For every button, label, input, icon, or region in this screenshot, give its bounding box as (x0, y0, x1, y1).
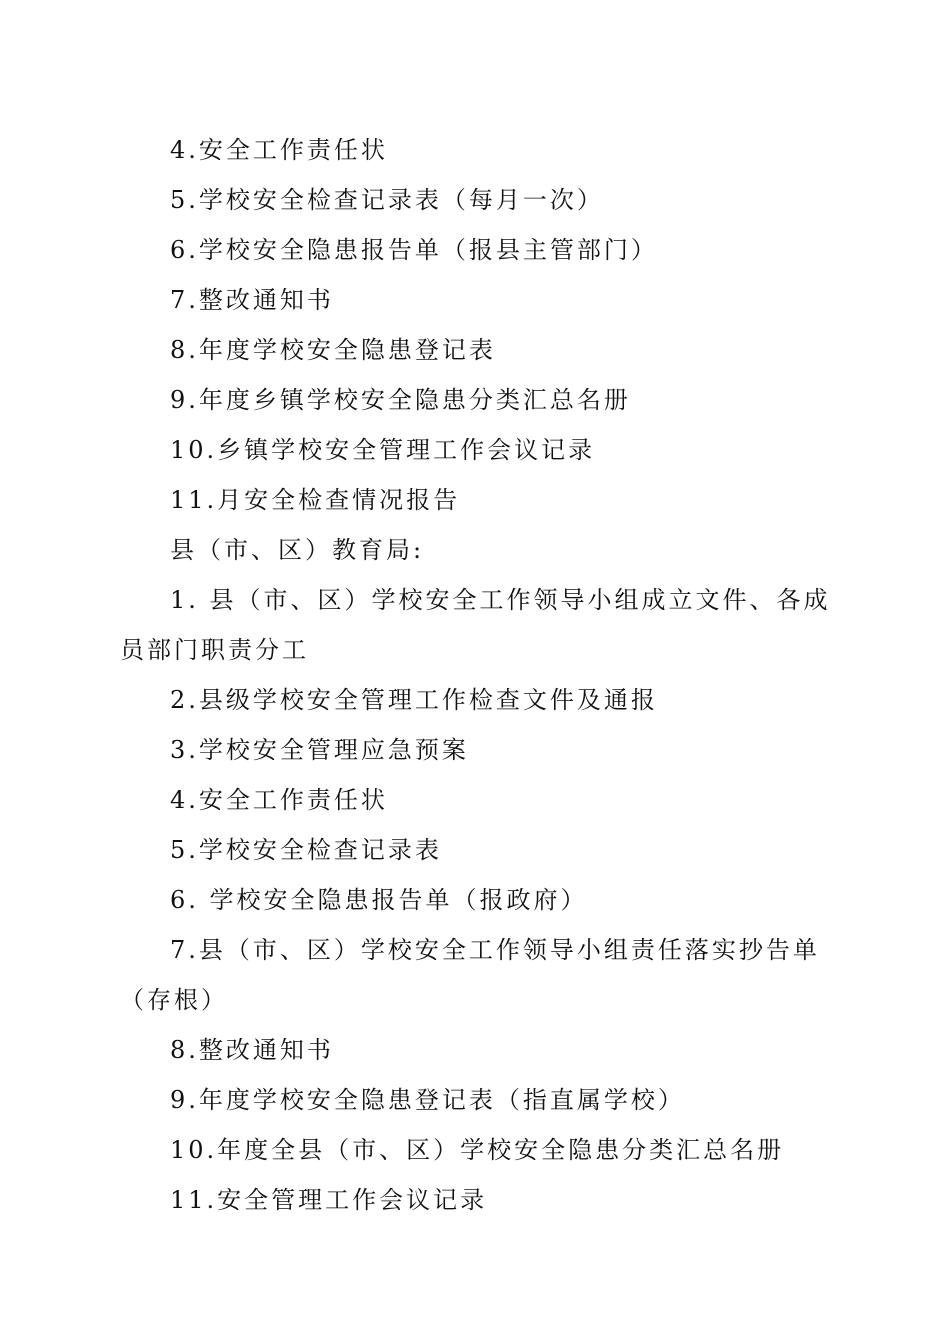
list-item: 8.整改通知书 (170, 1036, 334, 1064)
list-item: 5.学校安全检查记录表 (170, 836, 442, 864)
list-item: 1. 县（市、区）学校安全工作领导小组成立文件、各成员部门职责分工 (120, 586, 831, 664)
list-item: 3.学校安全管理应急预案 (170, 736, 469, 764)
list-item: 10.乡镇学校安全管理工作会议记录 (170, 436, 596, 464)
list-item: 2.县级学校安全管理工作检查文件及通报 (170, 686, 658, 714)
list-item: 4.安全工作责任状 (170, 786, 388, 814)
list-item: 5.学校安全检查记录表（每月一次） (170, 186, 604, 214)
list-item: 7.县（市、区）学校安全工作领导小组责任落实抄告单（存根） (120, 936, 820, 1014)
list-item: 6. 学校安全隐患报告单（报政府） (170, 886, 588, 914)
list-item: 8.年度学校安全隐患登记表 (170, 336, 496, 364)
list-item: 9.年度学校安全隐患登记表（指直属学校） (170, 1086, 685, 1114)
list-item: 7.整改通知书 (170, 286, 334, 314)
list-item: 4.安全工作责任状 (170, 136, 388, 164)
list-item: 11.月安全检查情况报告 (170, 486, 461, 514)
list-item: 11.安全管理工作会议记录 (170, 1186, 488, 1214)
section-heading: 县（市、区）教育局: (170, 536, 425, 564)
document-body (120, 125, 836, 1225)
list-item: 9.年度乡镇学校安全隐患分类汇总名册 (170, 386, 631, 414)
list-item: 6.学校安全隐患报告单（报县主管部门） (170, 236, 658, 264)
list-item: 10.年度全县（市、区）学校安全隐患分类汇总名册 (170, 1136, 785, 1164)
